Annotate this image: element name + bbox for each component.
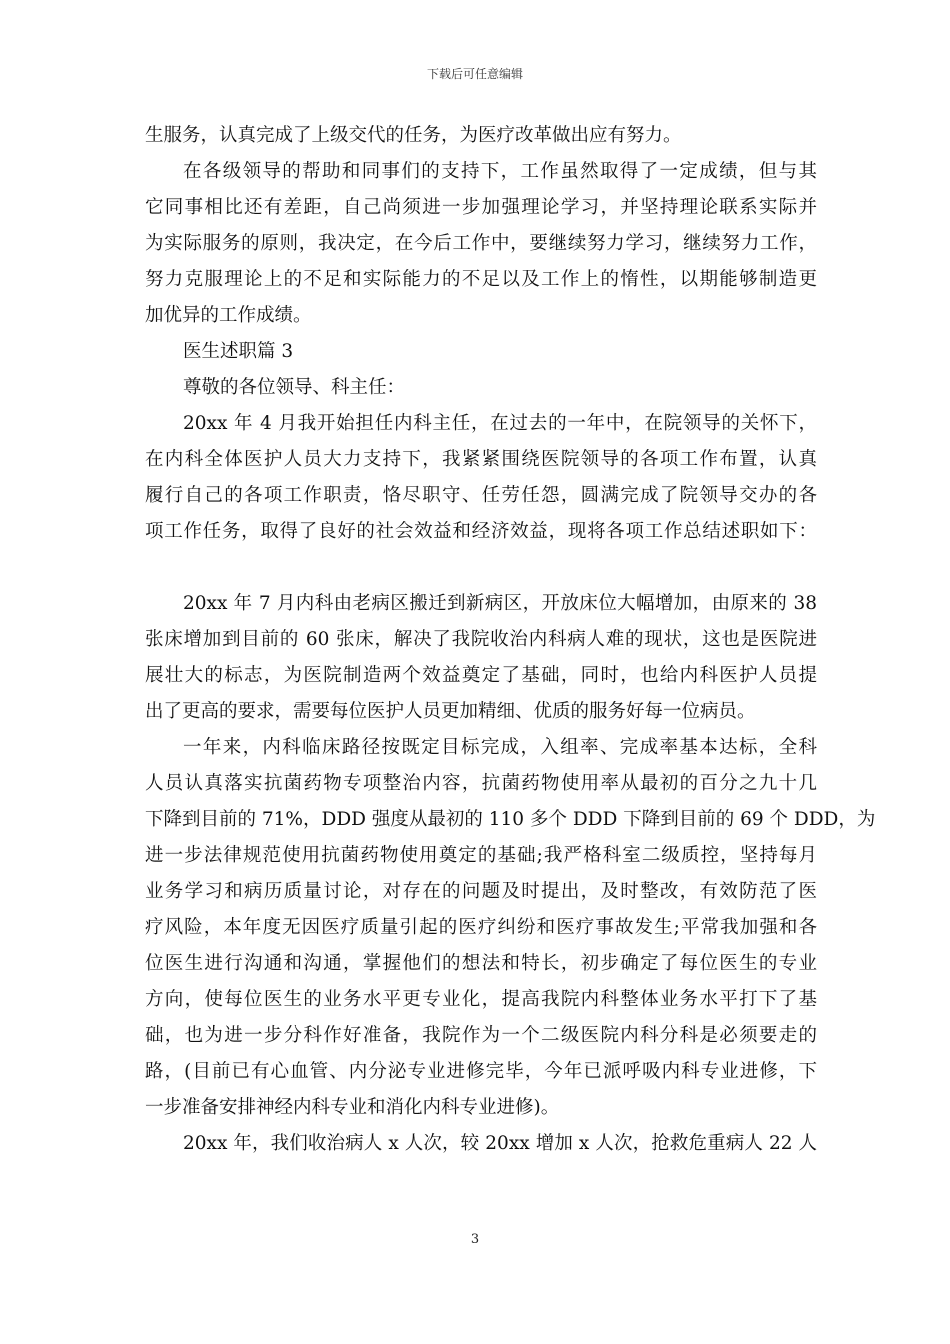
text-line: 20xx 年 4 月我开始担任内科主任，在过去的一年中，在院领导的关怀下， bbox=[183, 413, 817, 434]
text-line: 人员认真落实抗菌药物专项整治内容，抗菌药物使用率从最初的百分之九十几 bbox=[145, 773, 817, 794]
text-line: 一步准备安排神经内科专业和消化内科专业进修)。 bbox=[145, 1097, 560, 1118]
text-line: 疗风险，本年度无因医疗质量引起的医疗纠纷和医疗事故发生;平常我加强和各 bbox=[145, 917, 817, 938]
page-header: 下载后可任意编辑 bbox=[426, 67, 523, 81]
text-line: 在各级领导的帮助和同事们的支持下，工作虽然取得了一定成绩，但与其 bbox=[183, 161, 817, 182]
text-line: 加优异的工作成绩。 bbox=[145, 305, 312, 326]
text-line: 20xx 年，我们收治病人 x 人次，较 20xx 增加 x 人次，抢救危重病人 22 人 bbox=[183, 1133, 817, 1154]
text-line: 业务学习和病历质量讨论，对存在的问题及时提出，及时整改，有效防范了医 bbox=[145, 881, 817, 902]
text-line: 生服务，认真完成了上级交代的任务，为医疗改革做出应有努力。 bbox=[145, 125, 682, 146]
text-line: 础，也为进一步分科作好准备，我院作为一个二级医院内科分科是必须要走的 bbox=[145, 1025, 817, 1046]
salutation: 尊敬的各位领导、科主任： bbox=[183, 377, 406, 398]
text-line: 张床增加到目前的 60 张床，解决了我院收治内科病人难的现状，这也是医院进 bbox=[145, 629, 817, 650]
text-line: 方向，使每位医生的业务水平更专业化，提高我院内科整体业务水平打下了基 bbox=[145, 989, 817, 1010]
text-line: 在内科全体医护人员大力支持下，我紧紧围绕医院领导的各项工作布置，认真 bbox=[145, 449, 817, 470]
text-line: 路，(目前已有心血管、内分泌专业进修完毕，今年已派呼吸内科专业进修，下 bbox=[145, 1061, 817, 1082]
text-line: 出了更高的要求，需要每位医护人员更加精细、优质的服务好每一位病员。 bbox=[145, 701, 756, 722]
section-heading: 医生述职篇 3 bbox=[183, 341, 294, 362]
text-line: 位医生进行沟通和沟通，掌握他们的想法和特长，初步确定了每位医生的专业 bbox=[145, 953, 817, 974]
text-line: 为实际服务的原则，我决定，在今后工作中，要继续努力学习，继续努力工作， bbox=[145, 233, 817, 254]
text-line: 展壮大的标志，为医院制造两个效益奠定了基础，同时，也给内科医护人员提 bbox=[145, 665, 817, 686]
text-line: 项工作任务，取得了良好的社会效益和经济效益，现将各项工作总结述职如下： bbox=[145, 521, 817, 542]
paragraph-gap bbox=[145, 550, 817, 586]
text-line: 20xx 年 7 月内科由老病区搬迁到新病区，开放床位大幅增加，由原来的 38 bbox=[183, 593, 817, 614]
text-line: 下降到目前的 71%，DDD 强度从最初的 110 多个 DDD 下降到目前的 69 个 DDD，为 bbox=[145, 809, 876, 830]
document-body bbox=[145, 118, 876, 1162]
text-line: 履行自己的各项工作职责，恪尽职守、任劳任怨，圆满完成了院领导交办的各 bbox=[145, 485, 817, 506]
text-line: 努力克服理论上的不足和实际能力的不足以及工作上的惰性，以期能够制造更 bbox=[145, 269, 817, 290]
text-line: 一年来，内科临床路径按既定目标完成，入组率、完成率基本达标，全科 bbox=[183, 737, 817, 758]
text-line: 它同事相比还有差距，自己尚须进一步加强理论学习，并坚持理论联系实际并 bbox=[145, 197, 817, 218]
text-line: 进一步法律规范使用抗菌药物使用奠定的基础;我严格科室二级质控，坚持每月 bbox=[145, 845, 817, 866]
page-number: 3 bbox=[470, 1232, 480, 1247]
